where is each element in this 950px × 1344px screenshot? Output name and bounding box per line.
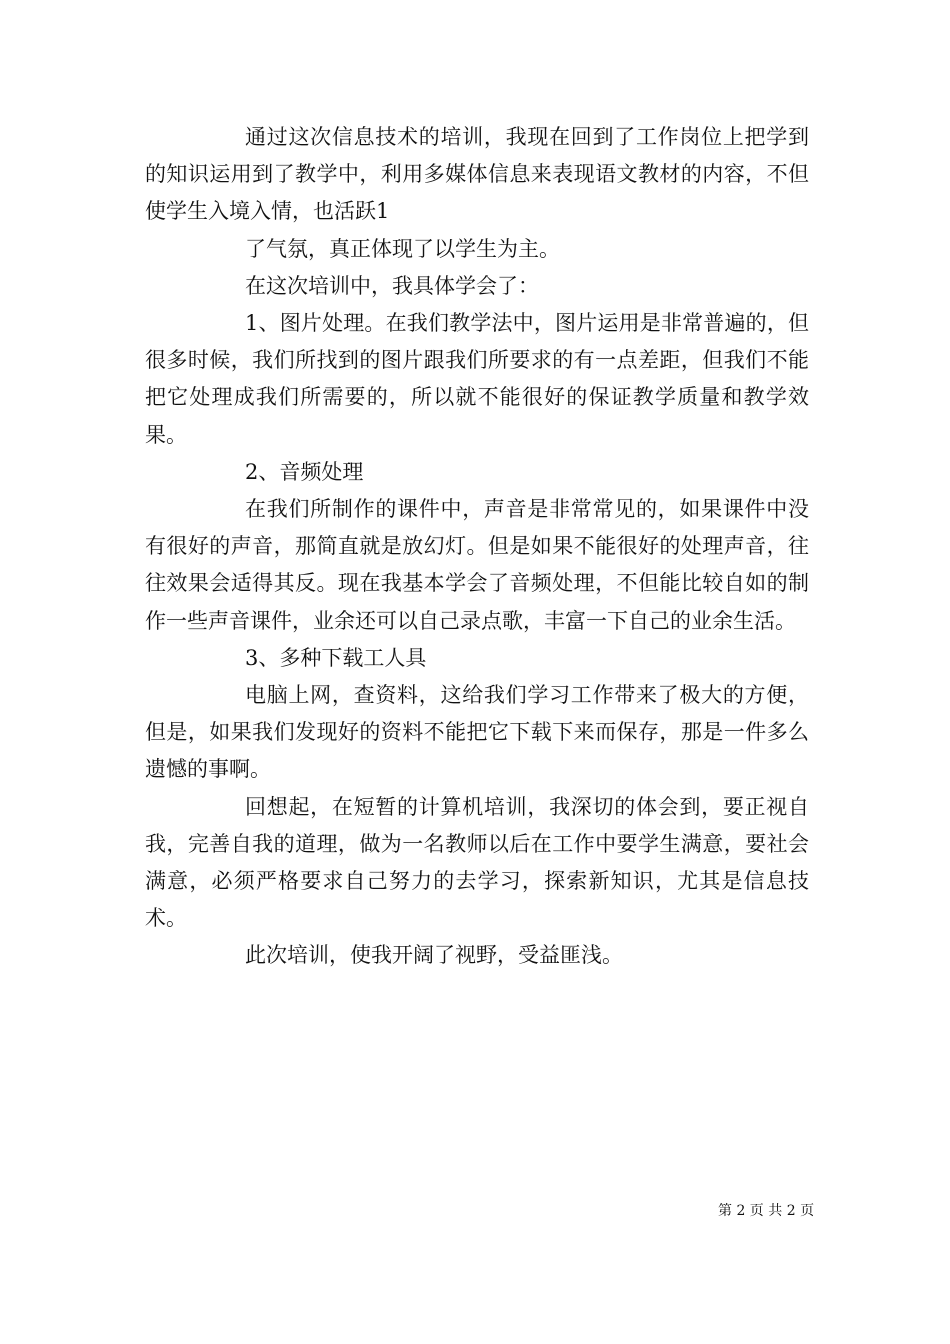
page-number-footer: 第 2 页 共 2 页 [718, 1203, 815, 1219]
paragraph-intro-continued: 了气氛，真正体现了以学生为主。 [245, 236, 560, 261]
paragraph-image-processing: 1、图片处理。在我们教学法中，图片运用是非常普遍的，但很多时候，我们所找到的图片跟我们所要求的有一点差距，但我们不能把它处理成我们所需要的，所以就不能很好的保证教学质量和教学效果。 [145, 311, 809, 447]
paragraph-audio-processing: 在我们所制作的课件中，声音是非常常见的，如果课件中没有很好的声音，那简直就是放幻灯。但是如果不能很好的处理声音，往往效果会适得其反。现在我基本学会了音频处理，不但能比较自如的制作一些声音课件，业余还可以自己录点歌，丰富一下自己的业余生活。 [145, 497, 809, 633]
paragraph-intro: 通过这次信息技术的培训，我现在回到了工作岗位上把学到的知识运用到了教学中，利用多媒体信息来表现语文教材的内容，不但使学生入境入情，也活跃1 [145, 125, 809, 224]
paragraph-learned: 在这次培训中，我具体学会了： [245, 273, 539, 298]
paragraph-conclusion: 此次培训，使我开阔了视野，受益匪浅。 [245, 943, 623, 968]
heading-audio-processing: 2、音频处理 [245, 459, 364, 484]
document-body [145, 119, 809, 975]
paragraph-reflection: 回想起，在短暂的计算机培训，我深切的体会到，要正视自我，完善自我的道理，做为一名教师以后在工作中要学生满意，要社会满意，必须严格要求自己努力的去学习，探索新知识，尤其是信息技术。 [145, 794, 809, 931]
paragraph-download-tools: 电脑上网，查资料，这给我们学习工作带来了极大的方便，但是，如果我们发现好的资料不能把它下载下来而保存，那是一件多么遗憾的事啊。 [145, 683, 809, 782]
heading-download-tools: 3、多种下载工人具 [245, 645, 427, 670]
